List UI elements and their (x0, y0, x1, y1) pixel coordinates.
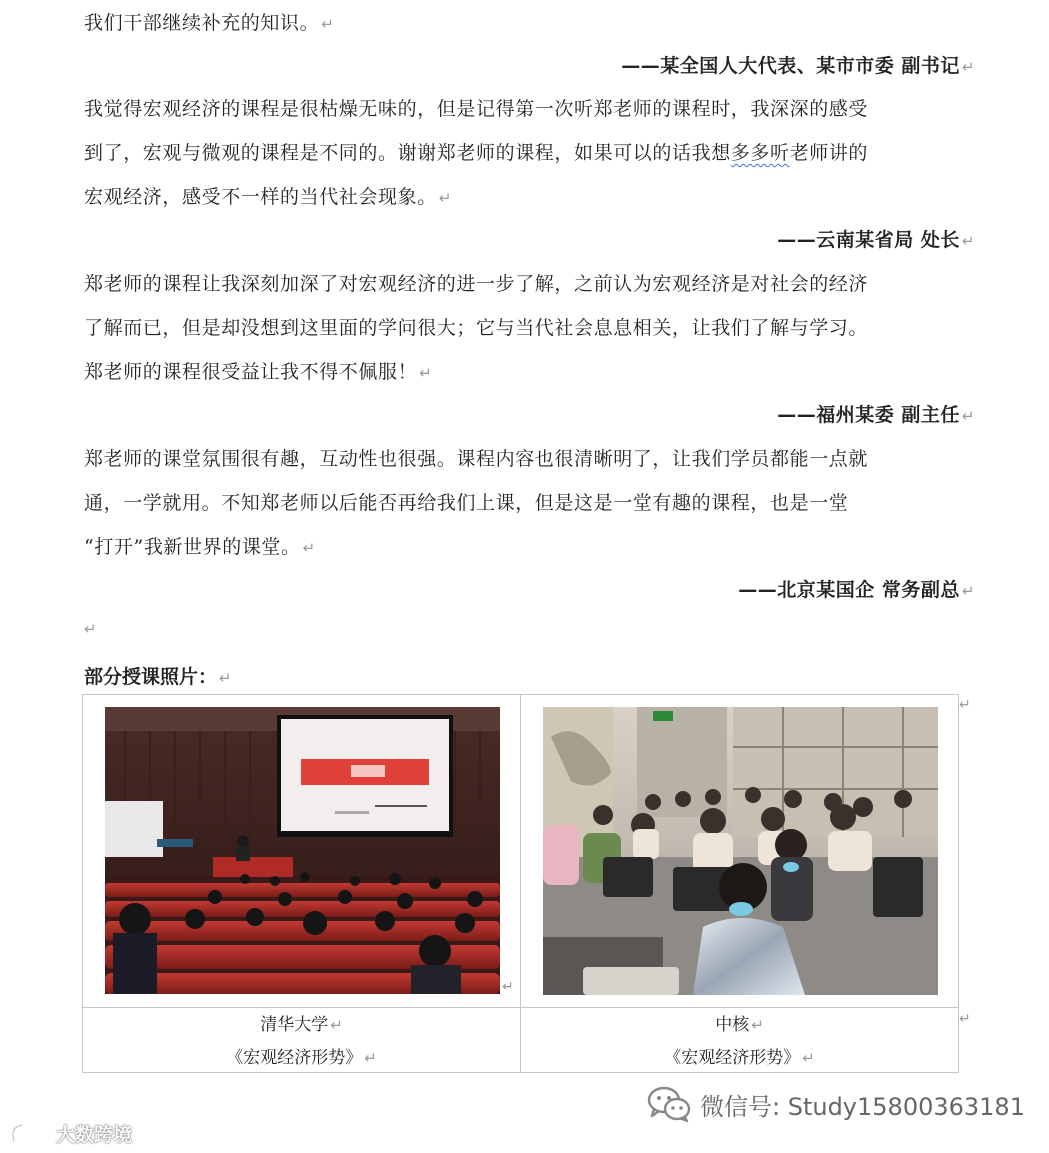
caption-photo-2 (521, 1009, 958, 1075)
section-title (84, 662, 232, 693)
paragraph-mark: ↵ (961, 407, 975, 425)
signature-4 (738, 575, 975, 606)
photo-classroom (543, 707, 938, 995)
paragraph-mark: ↵ (364, 1049, 377, 1067)
wechat-id-text: 微信号: Study15800363181 (700, 1092, 1025, 1121)
signature-1 (621, 51, 975, 82)
testimonial-3-line-1: 郑老师的课堂氛围很有趣，互动性也很强。课程内容也很清晰明了，让我们学员都能一点就 (84, 448, 869, 470)
signature-2 (777, 225, 975, 256)
testimonial-1-line-2a: 到了，宏观与微观的课程是不同的。谢谢郑老师的课程，如果可以的话我想 (84, 142, 731, 164)
wechat-icon (646, 1084, 692, 1124)
testimonial-2-line-2: 了解而已，但是却没想到这里面的学问很大；它与当代社会息息相关，让我们了解与学习。 (84, 317, 869, 339)
testimonial-3-line-3: “打开”我新世界的课堂。 (84, 536, 301, 558)
cell-mark: ↵ (959, 697, 971, 713)
paragraph-mark: ↵ (961, 582, 975, 600)
testimonial-1-line-1: 我觉得宏观经济的课程是很枯燥无味的，但是记得第一次听郑老师的课程时，我深深的感受 (84, 98, 869, 120)
testimonial-1-line-2 (84, 131, 974, 175)
watermark-text: 大数跨境 (56, 1124, 133, 1146)
testimonial-2-line-3: 郑老师的课程很受益让我不得不佩服！ (84, 361, 418, 383)
signature-2-text: ——云南某省局 处长 (777, 229, 960, 251)
spellcheck-flagged-text[interactable]: 多多听 (730, 142, 790, 164)
row-end-mark: ↵ (959, 1011, 971, 1027)
signature-3 (777, 400, 975, 431)
paragraph-mark: ↵ (802, 1049, 815, 1067)
paragraph-mark: ↵ (321, 15, 335, 33)
paragraph-mark: ↵ (330, 1016, 343, 1034)
cell-mark: ↵ (502, 979, 514, 995)
paragraph-mark: ↵ (219, 669, 232, 687)
testimonial-1-line-3: 宏观经济，感受不一样的当代社会现象。 (84, 186, 437, 208)
caption-1-course: 《宏观经济形势》 (226, 1048, 363, 1068)
paragraph-mark: ↵ (438, 189, 452, 207)
intro-tail-text: 我们干部继续补充的知识。 (84, 12, 320, 34)
photo-lecture-hall (105, 707, 500, 994)
testimonial-2-line-1: 郑老师的课程让我深刻加深了对宏观经济的进一步了解，之前认为宏观经济是对社会的经济 (84, 273, 869, 295)
watermark (10, 1120, 132, 1147)
paragraph-mark: ↵ (961, 232, 975, 250)
intro-tail-paragraph (84, 1, 974, 45)
testimonial-3-line-2: 通，一学就用。不知郑老师以后能否再给我们上课，但是这是一堂有趣的课程，也是一堂 (84, 492, 849, 514)
caption-2-course: 《宏观经济形势》 (664, 1048, 801, 1068)
watermark-logo-icon (10, 1121, 52, 1147)
signature-1-text: ——某全国人大代表、某市市委 副书记 (621, 55, 960, 77)
wechat-footer (646, 1084, 1025, 1124)
paragraph-mark: ↵ (419, 364, 433, 382)
caption-1-org: 清华大学 (260, 1015, 329, 1035)
signature-3-text: ——福州某委 副主任 (777, 404, 960, 426)
empty-paragraph-mark: ↵ (84, 620, 97, 638)
signature-4-text: ——北京某国企 常务副总 (738, 579, 960, 601)
paragraph-mark: ↵ (961, 58, 975, 76)
caption-2-org: 中核 (715, 1015, 750, 1035)
testimonial-1-line-2c: 老师讲的 (789, 142, 869, 164)
testimonial-1 (84, 87, 974, 219)
section-title-text: 部分授课照片： (84, 666, 218, 688)
testimonial-2 (84, 262, 974, 394)
table-row-divider (83, 1007, 958, 1008)
testimonial-3 (84, 437, 974, 569)
photo-table (82, 694, 971, 1073)
paragraph-mark: ↵ (751, 1016, 764, 1034)
caption-photo-1 (83, 1009, 520, 1075)
paragraph-mark: ↵ (302, 539, 316, 557)
